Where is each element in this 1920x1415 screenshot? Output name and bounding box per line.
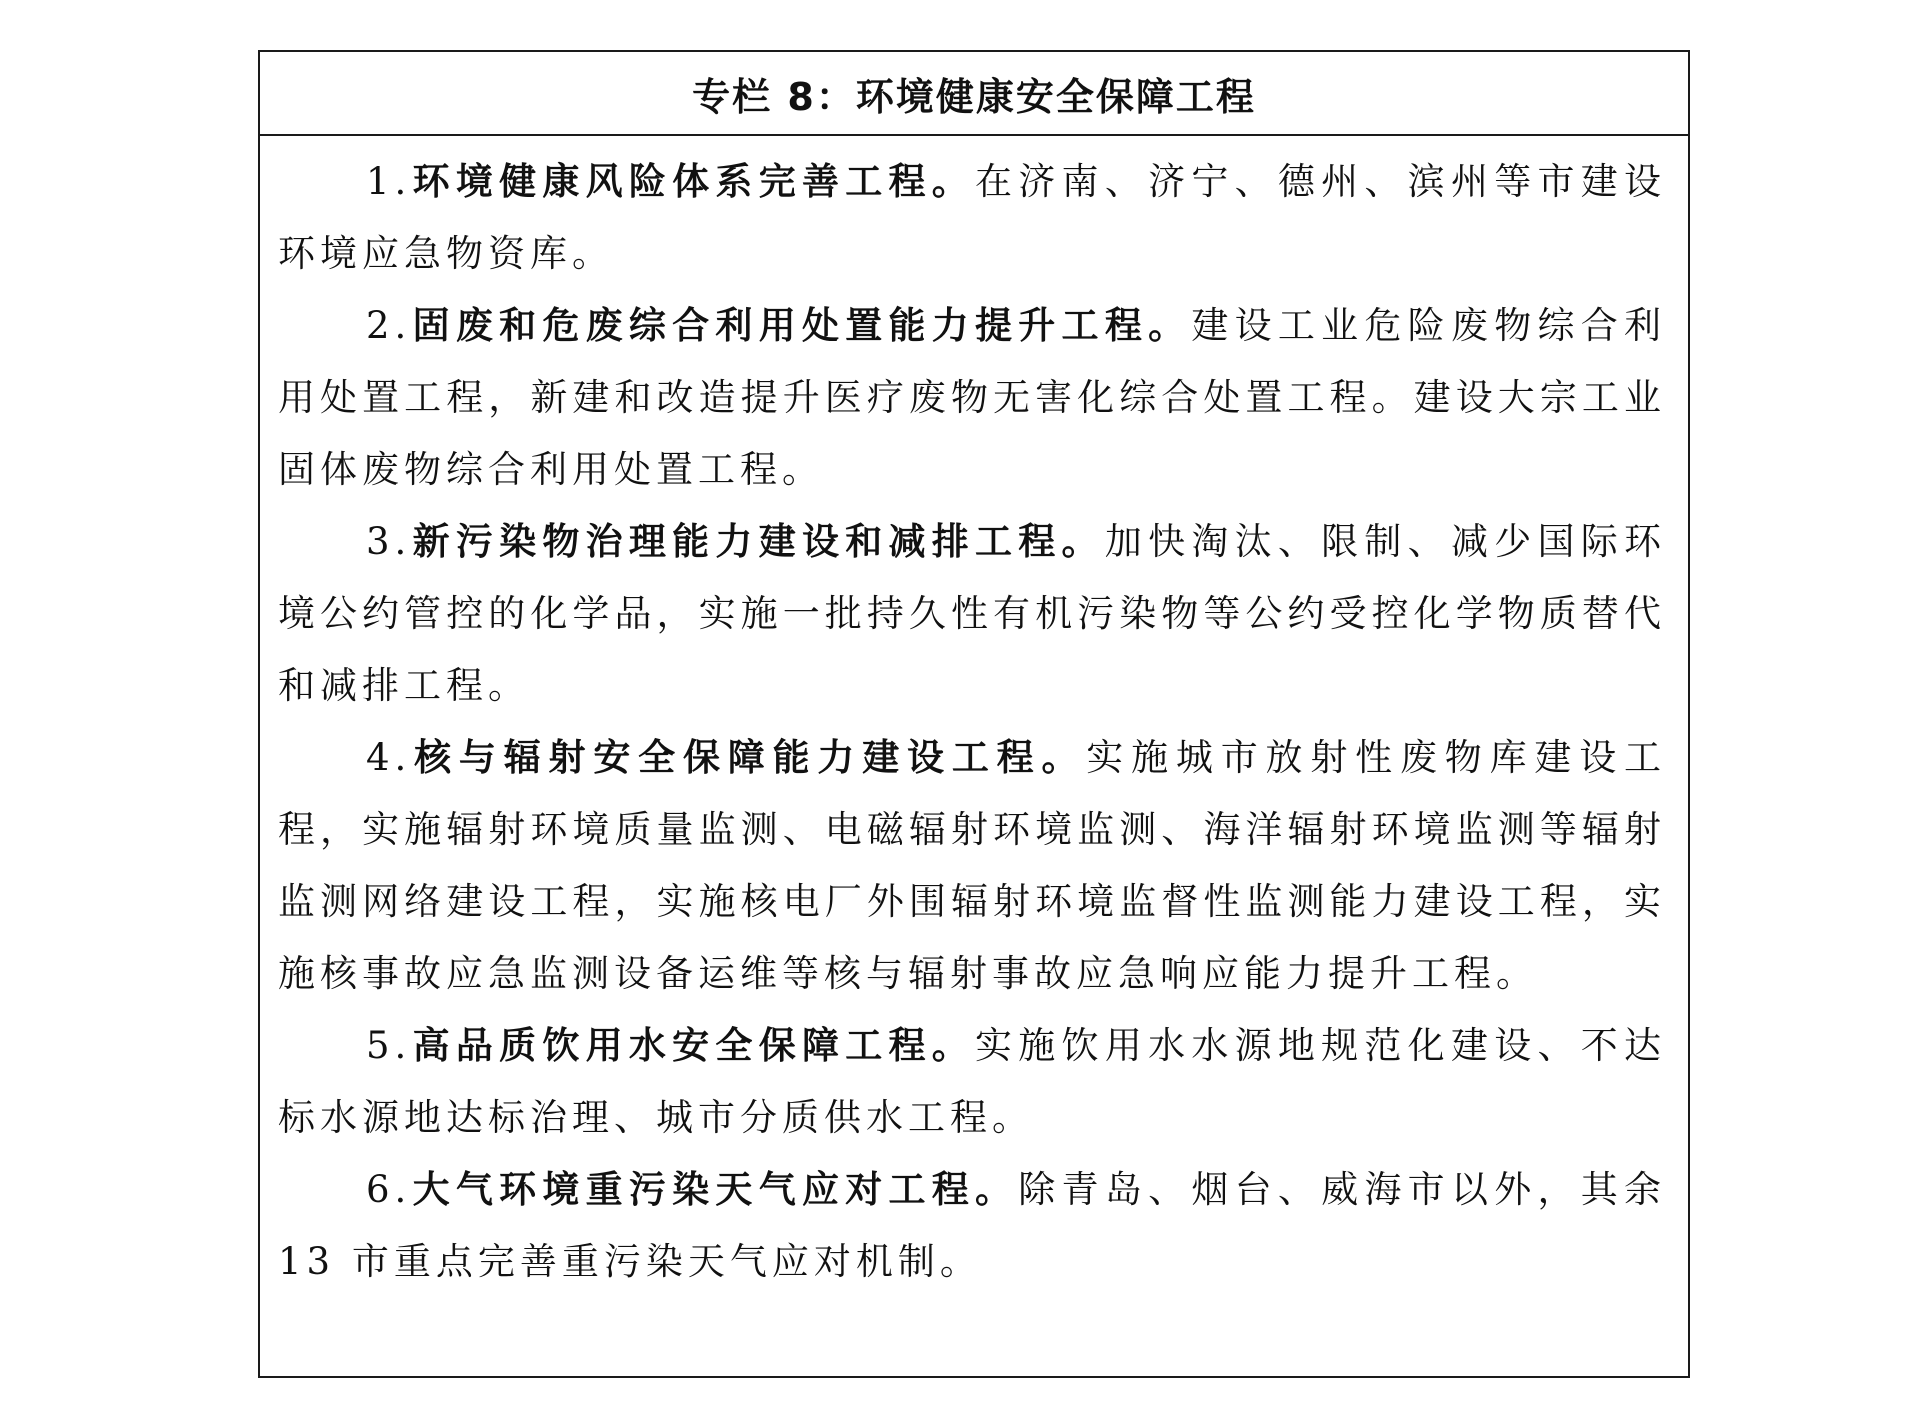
list-item: [278, 1154, 1666, 1298]
item-heading: 固废和危废综合利用处置能力提升工程。: [411, 304, 1192, 347]
item-heading: 环境健康风险体系完善工程。: [411, 160, 976, 203]
column-body: [260, 136, 1688, 1298]
item-number: 2.: [366, 304, 412, 347]
item-heading: 大气环境重污染天气应对工程。: [411, 1168, 1019, 1211]
item-heading: 核与辐射安全保障能力建设工程。: [411, 736, 1087, 779]
item-number: 5.: [366, 1024, 412, 1067]
item-number: 1.: [366, 160, 412, 203]
item-text: 在济南、济宁、德州、滨州等市建设环境应急物资库。: [278, 160, 1667, 275]
column-box: [258, 50, 1690, 1378]
column-header: [260, 52, 1688, 136]
item-heading: 新污染物治理能力建设和减排工程。: [411, 520, 1105, 563]
item-number: 6.: [366, 1168, 412, 1211]
item-text: 实施饮用水水源地规范化建设、不达标水源地达标治理、城市分质供水工程。: [278, 1024, 1667, 1139]
item-text: 实施城市放射性废物库建设工程，实施辐射环境质量监测、电磁辐射环境监测、海洋辐射环境监测等辐射监测网络建设工程，实施核电厂外围辐射环境监督性监测能力建设工程，实施核事故应急监测设备运维等核与辐射事故应急响应能力提升工程。: [278, 736, 1667, 995]
item-text: 加快淘汰、限制、减少国际环境公约管控的化学品，实施一批持久性有机污染物等公约受控化学物质替代和减排工程。: [278, 520, 1667, 707]
column-title: 专栏 8：环境健康安全保障工程: [692, 74, 1256, 119]
item-heading: 高品质饮用水安全保障工程。: [411, 1024, 976, 1067]
list-item: [278, 506, 1666, 722]
list-item: [278, 1010, 1666, 1154]
item-text: 除青岛、烟台、威海市以外，其余 13 市重点完善重污染天气应对机制。: [278, 1168, 1667, 1283]
item-number: 3.: [366, 520, 412, 563]
list-item: [278, 146, 1666, 290]
item-number: 4.: [366, 736, 412, 779]
list-item: [278, 290, 1666, 506]
list-item: [278, 722, 1666, 1010]
item-text: 建设工业危险废物综合利用处置工程，新建和改造提升医疗废物无害化综合处置工程。建设大宗工业固体废物综合利用处置工程。: [278, 304, 1667, 491]
